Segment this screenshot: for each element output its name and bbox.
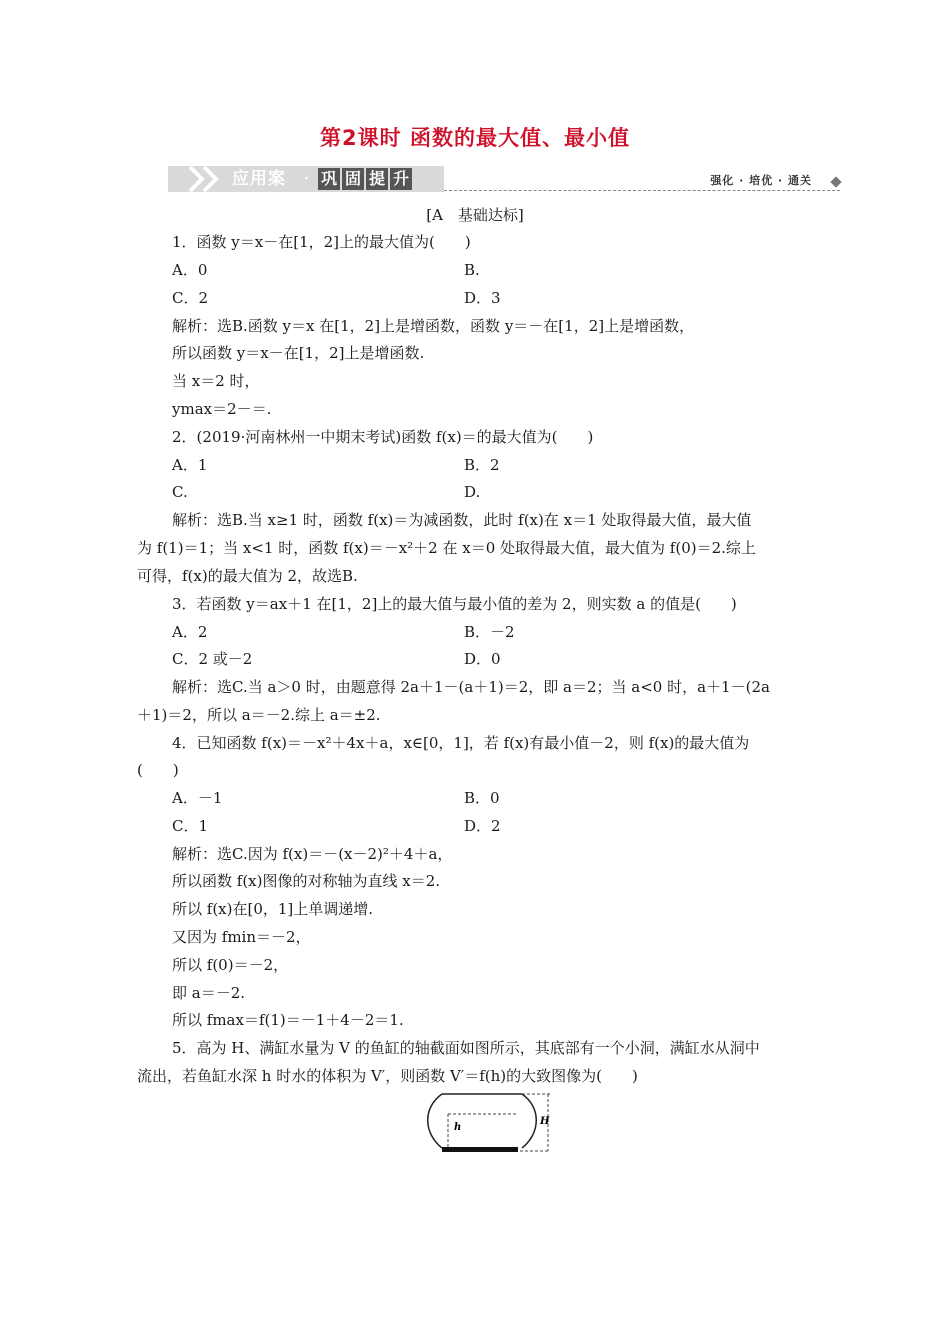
section-heading: [A 基础达标] <box>426 206 524 224</box>
text-line: 所以 fmax＝f(1)＝－1＋4－2＝1. <box>172 1011 404 1029</box>
text-line: 解析：选C.因为 f(x)＝－(x－2)²＋4＋a， <box>172 845 453 863</box>
text-line: 当 x＝2 时， <box>172 372 260 390</box>
text-line: D．0 <box>464 650 501 668</box>
text-line: B．0 <box>464 789 500 807</box>
text-line: 5．高为 H、满缸水量为 V 的鱼缸的轴截面如图所示，其底部有一个小洞，满缸水从洞中 <box>172 1039 760 1057</box>
text-line: C．2 或－2 <box>172 650 253 668</box>
banner-label: 应用案 <box>232 169 286 189</box>
banner-dot: · <box>304 171 309 187</box>
text-line: A．2 <box>172 623 208 641</box>
banner-highlight-char: 巩 <box>318 168 340 190</box>
text-line: 流出，若鱼缸水深 h 时水的体积为 V′，则函数 V′＝f(h)的大致图像为( ) <box>137 1067 638 1085</box>
banner-highlight-char: 升 <box>390 168 412 190</box>
text-line: A．1 <box>172 456 208 474</box>
text-line: 2．(2019·河南林州一中期末考试)函数 f(x)＝的最大值为( ) <box>172 428 594 446</box>
text-line: 4．已知函数 f(x)＝－x²＋4x＋a，x∈[0，1]，若 f(x)有最小值－2，则 f(x)的最大值为 <box>172 734 750 752</box>
text-line: 所以函数 f(x)图像的对称轴为直线 x＝2. <box>172 872 441 890</box>
text-line: 解析：选C.当 a＞0 时，由题意得 2a＋1－(a＋1)＝2，即 a＝2；当 a<0 时，a＋1－(2a <box>172 678 770 696</box>
text-line: D．2 <box>464 817 501 835</box>
banner-highlight <box>318 168 414 190</box>
text-line: 3．若函数 y＝ax＋1 在[1，2]上的最大值与最小值的差为 2，则实数 a 的值是( ) <box>172 595 737 613</box>
banner-highlight-char: 固 <box>342 168 364 190</box>
text-line: A．－1 <box>172 789 223 807</box>
text-line: B．－2 <box>464 623 515 641</box>
text-line: D．3 <box>464 289 501 307</box>
text-line: B．2 <box>464 456 500 474</box>
figure-label-h: h <box>454 1122 462 1133</box>
text-line: ymax＝2－＝. <box>172 400 272 418</box>
text-line: 又因为 fmin＝－2， <box>172 928 311 946</box>
figure-label-H: H <box>540 1116 550 1127</box>
page-title: 第2课时 函数的最大值、最小值 <box>320 126 630 150</box>
text-line: A．0 <box>172 261 208 279</box>
fish-tank-figure <box>420 1090 560 1160</box>
banner-divider <box>444 190 840 191</box>
text-line: 为 f(1)＝1；当 x<1 时，函数 f(x)＝－x²＋2 在 x＝0 处取得最大值，最大值为 f(0)＝2.综上 <box>137 539 756 557</box>
text-line: 即 a＝－2. <box>172 984 246 1002</box>
diamond-icon <box>830 176 841 187</box>
text-line: B. <box>464 261 480 279</box>
text-line: 1．函数 y＝x－在[1，2]上的最大值为( ) <box>172 233 471 251</box>
text-line: C．1 <box>172 817 209 835</box>
section-banner <box>168 164 840 194</box>
text-line: 所以函数 y＝x－在[1，2]上是增函数. <box>172 344 425 362</box>
text-line: ＋1)＝2，所以 a＝－2.综上 a＝±2. <box>137 706 381 724</box>
text-line: C. <box>172 483 188 501</box>
text-line: C．2 <box>172 289 209 307</box>
text-line: 所以 f(0)＝－2， <box>172 956 289 974</box>
text-line: ( ) <box>137 761 179 779</box>
banner-highlight-char: 提 <box>366 168 388 190</box>
text-line: 可得，f(x)的最大值为 2，故选B. <box>137 567 358 585</box>
chevron-arrows-icon <box>186 164 230 194</box>
text-line: 解析：选B.当 x≥1 时，函数 f(x)＝为减函数，此时 f(x)在 x＝1 处取得最大值，最大值 <box>172 511 752 529</box>
text-line: 所以 f(x)在[0，1]上单调递增. <box>172 900 374 918</box>
text-line: D. <box>464 483 481 501</box>
banner-tagline: 强化 · 培优 · 通关 <box>710 174 812 187</box>
text-line: 解析：选B.函数 y＝x 在[1，2]上是增函数，函数 y＝－在[1，2]上是增函数， <box>172 317 695 335</box>
